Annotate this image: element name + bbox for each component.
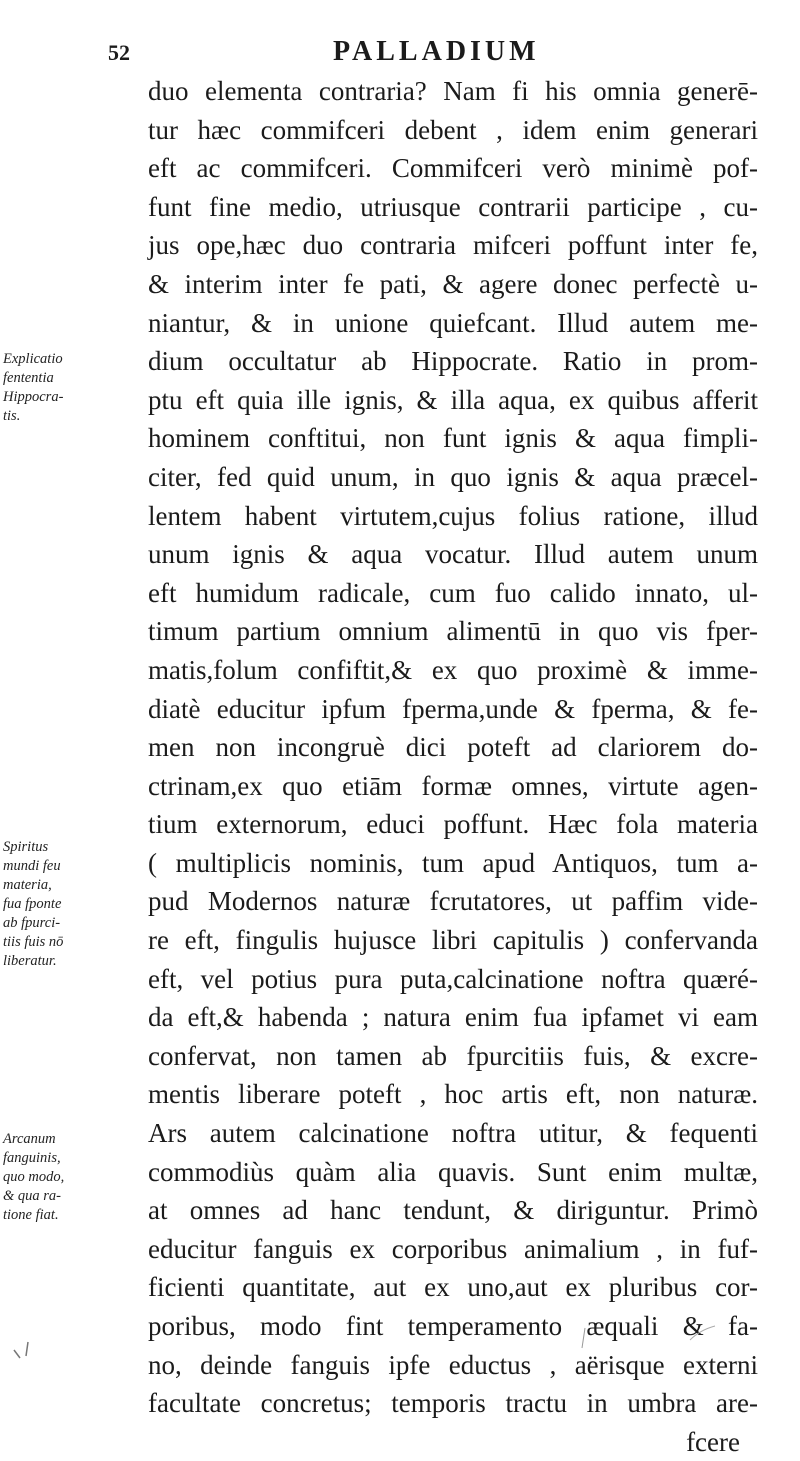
text-line: & interim inter fe pati, & agere donec perfectè u- xyxy=(148,268,758,299)
page-number: 52 xyxy=(108,40,130,65)
page-header xyxy=(108,6,668,67)
margin-note-spiritus-mundi xyxy=(3,838,91,971)
margin-note-line: fanguinis, xyxy=(3,1150,61,1166)
text-line: lentem habent virtutem,cujus folius ratione, illud xyxy=(148,500,758,531)
margin-note-explicatio xyxy=(3,350,91,426)
margin-note-line: mundi feu xyxy=(3,858,61,874)
margin-note-line: Explicatio xyxy=(3,351,63,367)
text-line: eft, vel potius pura puta,calcinatione noftra quæré- xyxy=(148,963,758,994)
text-line: matis,folum confiftit,& ex quo proximè & imme- xyxy=(148,654,758,685)
text-line: citer, fed quid unum, in quo ignis & aqua præcel- xyxy=(148,461,758,492)
text-line: jus ope,hæc duo contraria mifceri poffunt inter fe, xyxy=(148,230,758,261)
margin-note-line: tiis fuis nō xyxy=(3,934,64,950)
margin-note-arcanum-sanguinis xyxy=(3,1130,91,1225)
text-line: hominem conftitui, non funt ignis & aqua fimpli- xyxy=(148,423,758,454)
text-line: eft humidum radicale, cum fuo calido innato, ul- xyxy=(148,577,758,608)
text-line: diatè educitur ipfum fperma,unde & fperma, & fe- xyxy=(148,693,758,724)
running-title: PALLADIUM xyxy=(333,36,540,67)
text-line: men non incongruè dici poteft ad clariorem do- xyxy=(148,732,758,763)
page-edge-specks xyxy=(0,1320,800,1359)
text-line: fcere xyxy=(686,1426,740,1457)
text-line: re eft, fingulis hujusce libri capitulis ) confervanda xyxy=(148,925,758,956)
text-line: ficienti quantitate, aut ex uno,aut ex pluribus cor- xyxy=(148,1272,758,1303)
text-line: ptu eft quia ille ignis, & illa aqua, ex quibus afferit xyxy=(148,384,758,415)
text-line: ctrinam,ex quo etiām formæ omnes, virtute agen- xyxy=(148,770,758,801)
margin-note-line: ab fpurci- xyxy=(3,915,61,931)
text-line: poribus, modo fint temperamento æquali & fa- xyxy=(148,1311,758,1341)
margin-note-line: liberatur. xyxy=(3,953,57,969)
margin-note-line: Hippocra- xyxy=(3,389,64,405)
text-line: funt fine medio, utriusque contrarii participe , cu- xyxy=(148,191,758,222)
margin-note-line: Spiritus xyxy=(3,839,49,855)
main-text-block xyxy=(148,72,758,1461)
text-line: confervat, non tamen ab fpurcitiis fuis, & excre- xyxy=(148,1040,758,1071)
margin-note-line: Arcanum xyxy=(3,1131,56,1147)
text-line: commodiùs quàm alia quavis. Sunt enim multæ, xyxy=(148,1156,758,1187)
text-line: tium externorum, educi poffunt. Hæc fola materia xyxy=(148,809,758,840)
text-line: unum ignis & aqua vocatur. Illud autem unum xyxy=(148,539,758,570)
text-line: no, deinde fanguis ipfe eductus , aërisque externi xyxy=(148,1349,758,1380)
text-line: mentis liberare poteft , hoc artis eft, non naturæ. xyxy=(148,1079,758,1110)
text-line: dium occultatur ab Hippocrate. Ratio in prom- xyxy=(148,346,758,377)
margin-note-line: & qua ra- xyxy=(3,1188,61,1204)
text-line: tur hæc commifceri debent , idem enim generari xyxy=(148,114,758,145)
margin-note-line: tis. xyxy=(3,408,21,424)
margin-note-line: tione fiat. xyxy=(3,1207,59,1223)
text-line: facultate concretus; temporis tractu in umbra are- xyxy=(148,1388,758,1419)
margin-note-line: fua fponte xyxy=(3,896,62,912)
text-line: pud Modernos naturæ fcrutatores, ut paffim vide- xyxy=(148,886,758,917)
margin-note-line: quo modo, xyxy=(3,1169,65,1185)
text-line: niantur, & in unione quiefcant. Illud autem me- xyxy=(148,307,758,338)
text-line: eft ac commifceri. Commifceri verò minimè pof- xyxy=(148,153,758,184)
margin-note-line: materia, xyxy=(3,877,52,893)
text-line: ( multiplicis nominis, tum apud Antiquos, tum a- xyxy=(148,847,758,878)
text-line: duo elementa contraria? Nam fi his omnia generē- xyxy=(148,76,758,106)
text-line: timum partium omnium alimentū in quo vis fper- xyxy=(148,616,758,647)
text-line: Ars autem calcinatione noftra utitur, & fequenti xyxy=(148,1118,758,1149)
margin-note-line: fententia xyxy=(3,370,54,386)
text-line: at omnes ad hanc tendunt, & diriguntur. Primò xyxy=(148,1195,758,1226)
text-line: educitur fanguis ex corporibus animalium , in fuf- xyxy=(148,1233,758,1264)
text-line: da eft,& habenda ; natura enim fua ipfamet vi eam xyxy=(148,1002,758,1033)
